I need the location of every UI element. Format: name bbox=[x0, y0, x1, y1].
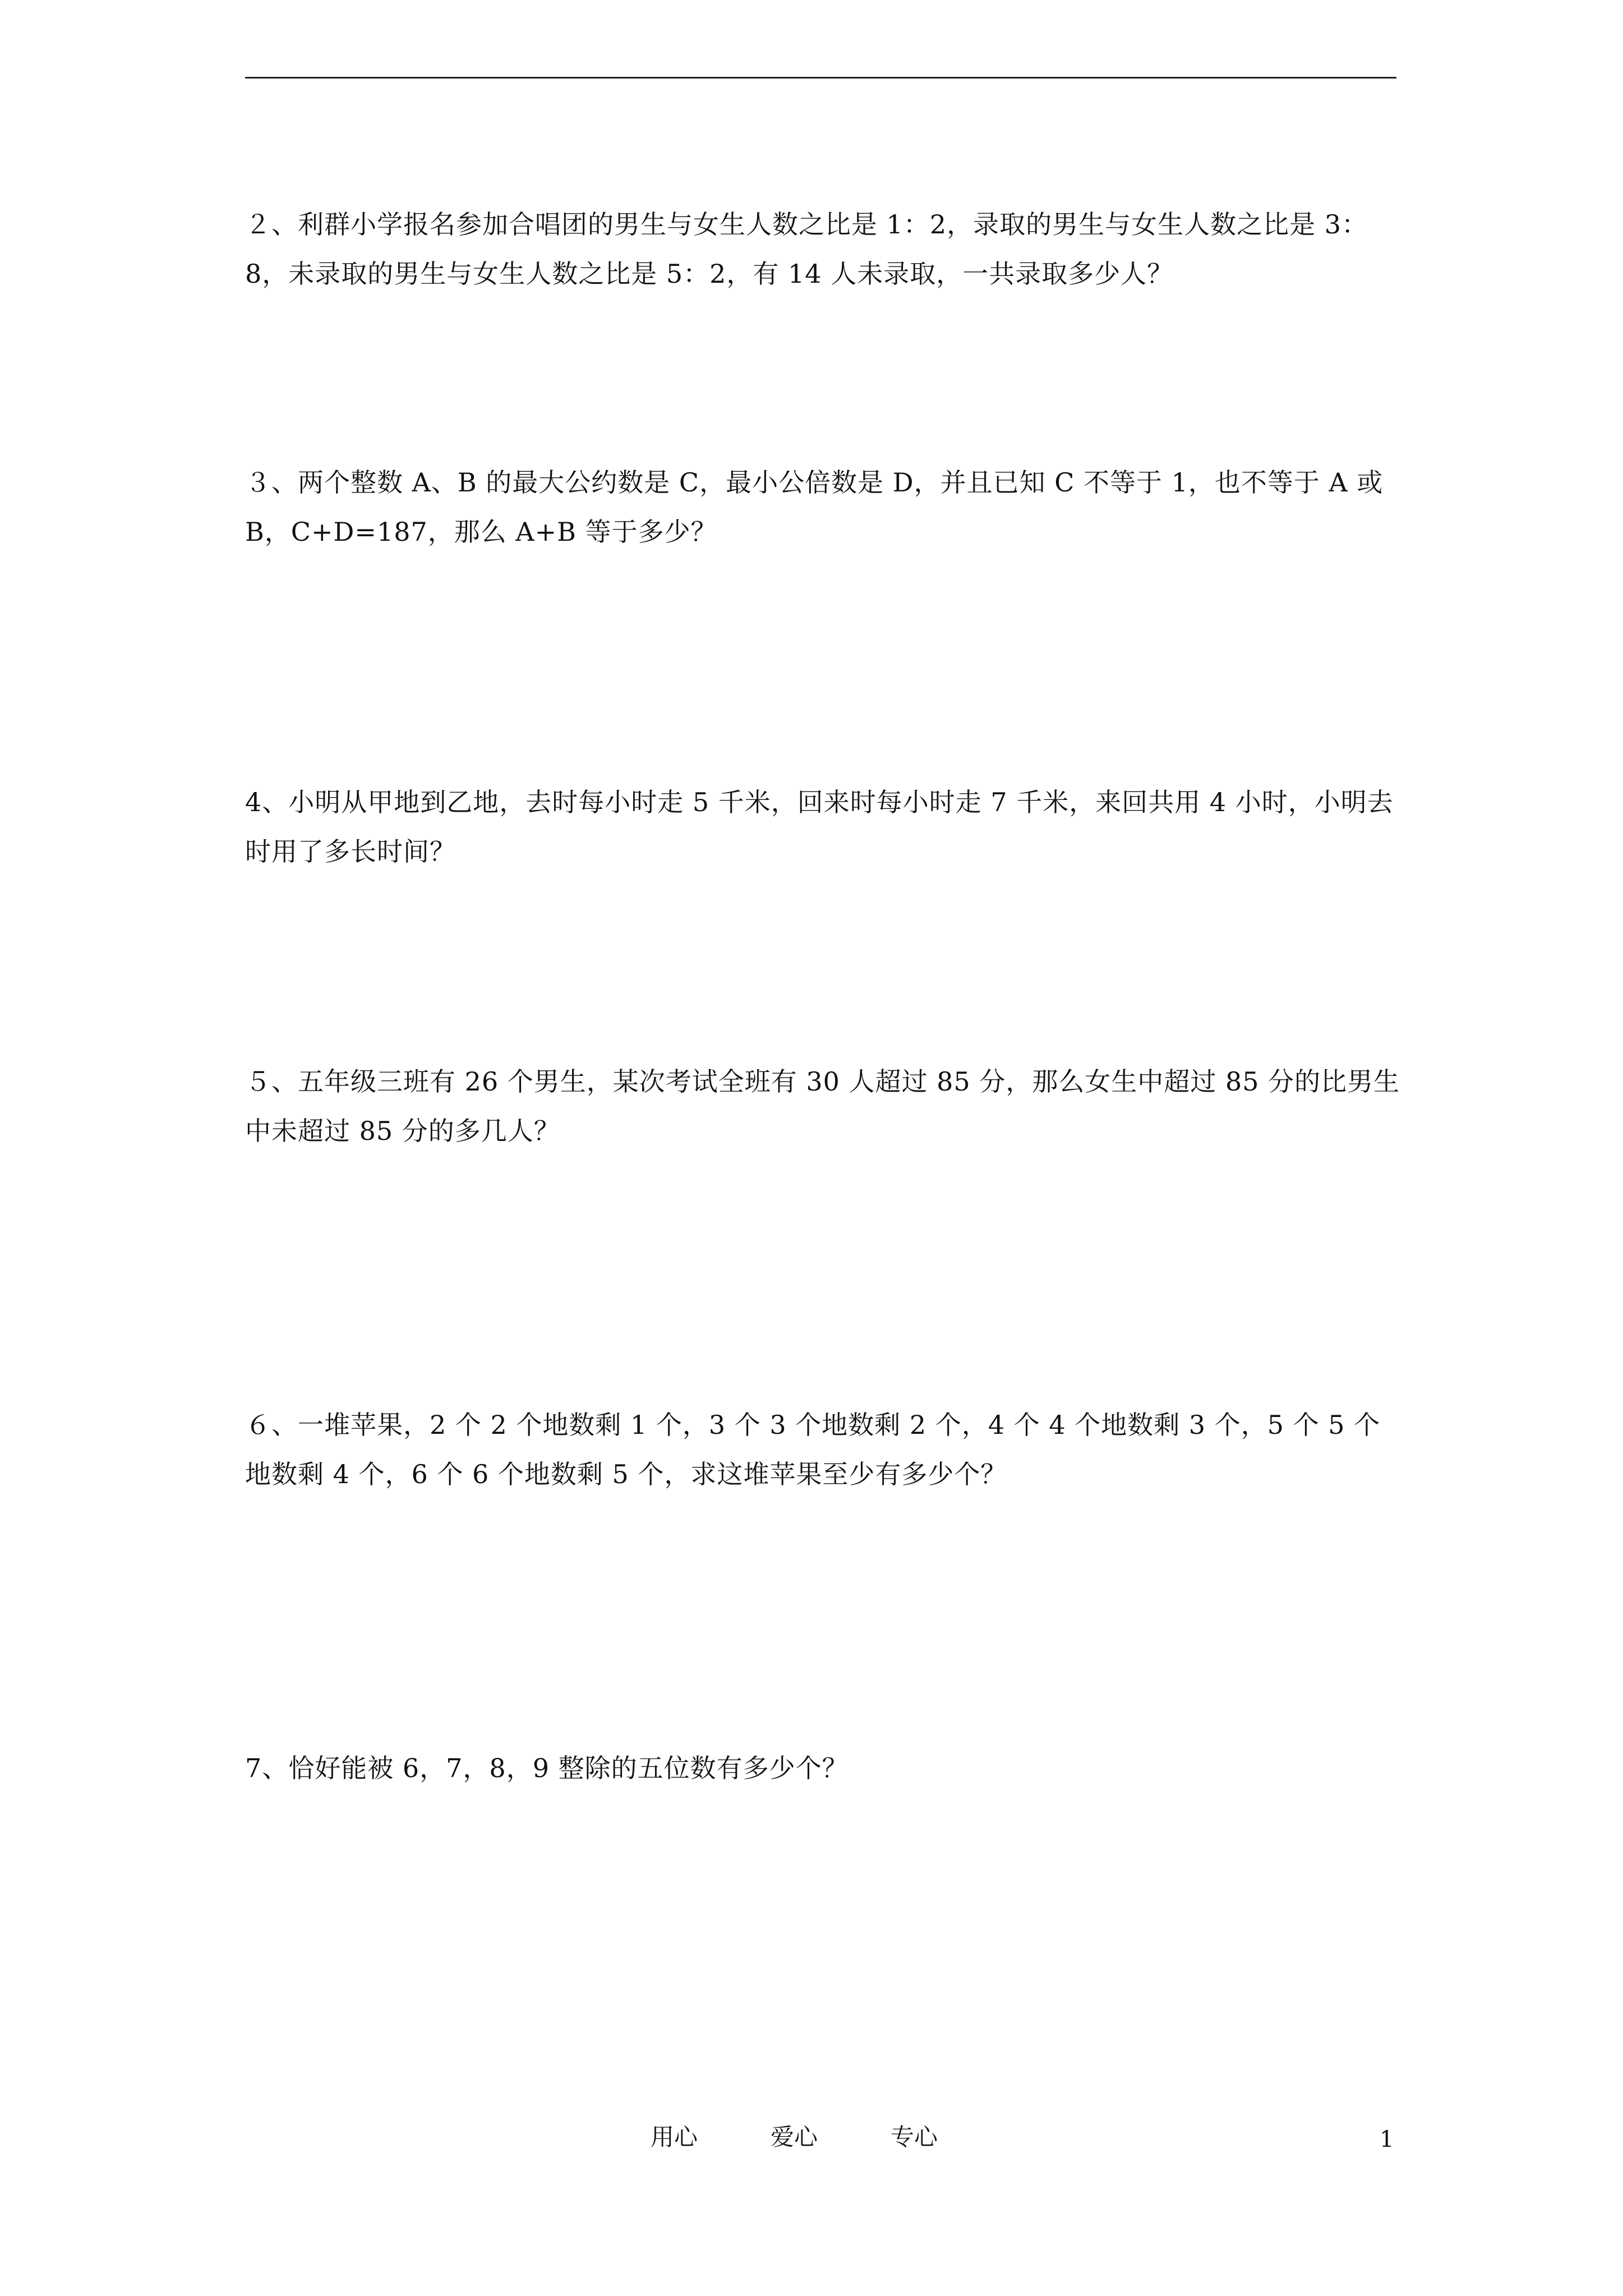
page-number: 1 bbox=[1380, 2127, 1394, 2152]
footer-motto-item: 爱心 bbox=[771, 2123, 818, 2151]
question-4: 4、小明从甲地到乙地，去时每小时走 5 千米，回来时每小时走 7 千米，来回共用 4 小时，小明去时用了多长时间？ bbox=[245, 787, 1394, 867]
question-6: ６、一堆苹果，2 个 2 个地数剩 1 个，3 个 3 个地数剩 2 个，4 个 4 个地数剩 3 个，5 个 5 个地数剩 4 个，6 个 6 个地数剩 5 个，求这堆苹果至少有多少个？ bbox=[245, 1410, 1381, 1489]
question-2: ２、利群小学报名参加合唱团的男生与女生人数之比是 1：2，录取的男生与女生人数之比是 3：8，未录取的男生与女生人数之比是 5：2，有 14 人未录取，一共录取多少人？ bbox=[245, 209, 1368, 289]
question-3: ３、两个整数 A、B 的最大公约数是 C，最小公倍数是 D，并且已知 C 不等于 1，也不等于 A 或 B，C+D=187，那么 A+B 等于多少？ bbox=[245, 467, 1393, 547]
footer-motto-item: 专心 bbox=[891, 2123, 938, 2151]
question-7: 7、恰好能被 6，7，8，9 整除的五位数有多少个？ bbox=[245, 1753, 849, 1783]
question-5: ５、五年级三班有 26 个男生，某次考试全班有 30 人超过 85 分，那么女生中超过 85 分的比男生中未超过 85 分的多几人？ bbox=[245, 1066, 1400, 1146]
footer-motto-item: 用心 bbox=[651, 2123, 698, 2151]
header-rule bbox=[245, 77, 1396, 79]
footer-motto bbox=[651, 2120, 938, 2154]
